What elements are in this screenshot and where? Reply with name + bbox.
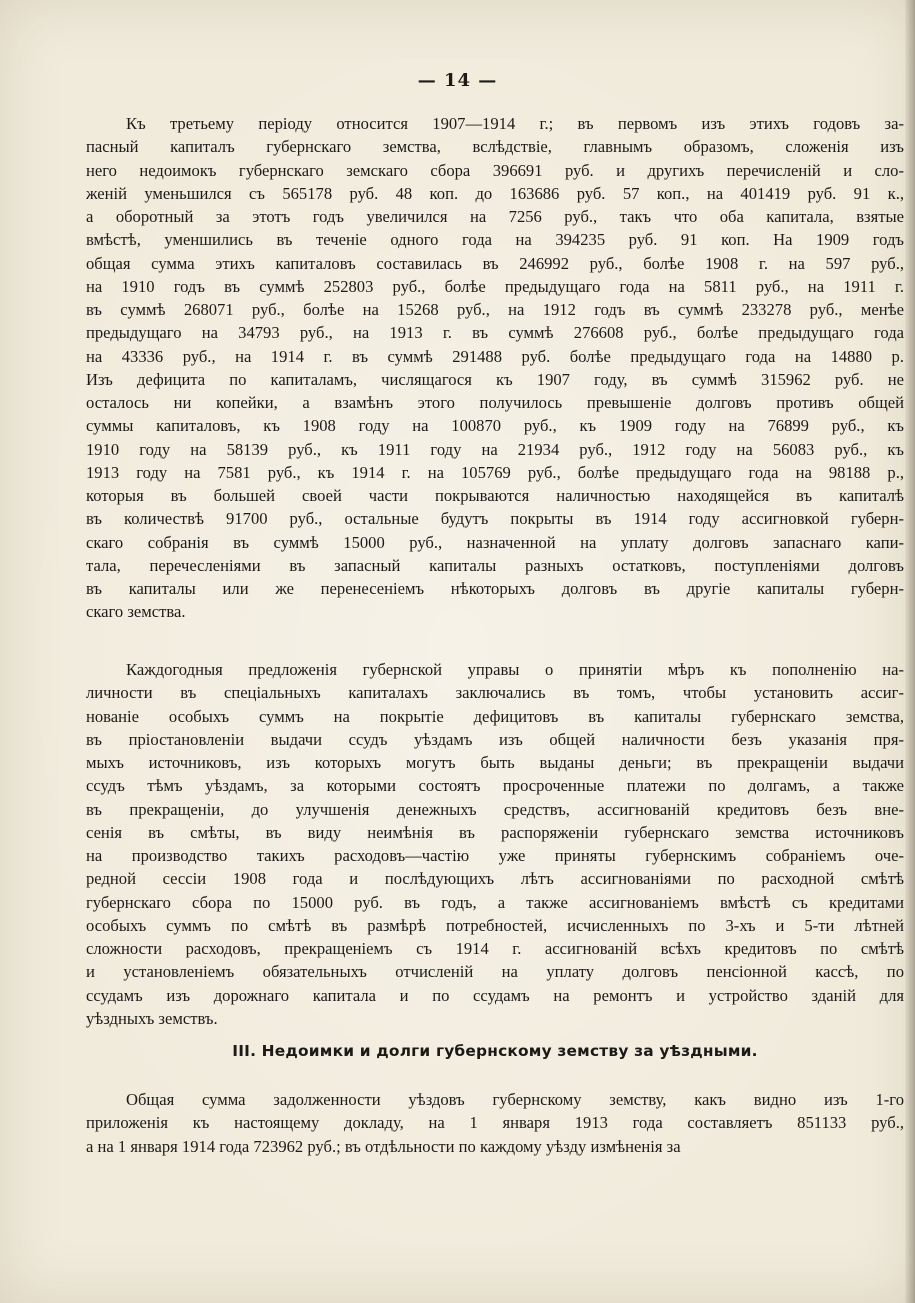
text-line: особыхъ суммъ по смѣтѣ въ размѣрѣ потребностей, исчисленныхъ по 3-хъ и 5-ти лѣтней xyxy=(86,915,904,935)
text-line: а оборотный за этотъ годъ увеличился на 7256 руб., такъ что оба капитала, взятые xyxy=(86,207,904,226)
text-line: сенія въ смѣты, въ виду неимѣнія въ распоряженіи губернскаго земства источниковъ xyxy=(86,822,904,842)
text-line: общая сумма этихъ капиталовъ составилась въ 246992 руб., болѣе 1908 г. на 597 руб., xyxy=(86,253,904,273)
page-number: — 14 — xyxy=(417,70,498,91)
text-line: которыя въ большей своей части покрываются наличностью находящейся въ капиталѣ xyxy=(86,486,904,505)
text-line: Каждогодныя предложенія губернской управы о принятіи мѣръ къ пополненію на- xyxy=(126,660,904,679)
text-line: пасный капиталъ губернскаго земства, вслѣдствіе, главнымъ образомъ, сложенія изъ xyxy=(86,137,904,157)
text-line: на 43336 руб., на 1914 г. въ суммѣ 291488 руб. болѣе предыдущаго года на 14880 р. xyxy=(86,346,904,366)
text-line: вмѣстѣ, уменшились въ теченіе одного года на 394235 руб. 91 коп. На 1909 годъ xyxy=(86,230,904,250)
text-line: а на 1 января 1914 года 723962 руб.; въ отдѣльности по каждому уѣзду измѣненія за xyxy=(86,1136,681,1156)
text-line: него недоимокъ губернскаго земскаго сбора 396691 руб. и другихъ перечисленій и сло- xyxy=(86,160,904,180)
text-line: уѣздныхъ земствъ. xyxy=(86,1008,218,1028)
text-line: мыхъ источниковъ, изъ которыхъ могутъ быть выданы деньги; въ прекращеніи выдачи xyxy=(86,753,904,772)
text-line: въ прекращеніи, до улучшенія денежныхъ средствъ, ассигнованій кредитовъ безъ вне- xyxy=(86,799,904,819)
text-line: въ капиталы или же перенесеніемъ нѣкоторыхъ долговъ въ другіе капиталы губерн- xyxy=(86,579,904,598)
text-line: губернскаго сбора по 15000 руб. въ годъ, а также ассигнованіемъ вмѣстѣ съ кредитами xyxy=(86,892,904,912)
text-line: Общая сумма задолженности уѣздовъ губернскому земству, какъ видно изъ 1-го xyxy=(126,1090,904,1109)
paragraph-district-debts xyxy=(86,1088,904,1158)
page-spine-shadow xyxy=(905,0,915,1303)
paragraph-administration-proposals xyxy=(86,658,904,1030)
text-line: осталось ни копейки, а взамѣнъ этого получилось превышеніе долговъ противъ общей xyxy=(86,393,904,412)
text-line: 1913 году на 7581 руб., къ 1914 г. на 105769 руб., болѣе предыдущаго года на 98188 р., xyxy=(86,462,904,482)
text-line: ссудамъ изъ дорожнаго капитала и по ссудамъ на ремонтъ и устройство зданій для xyxy=(86,985,904,1005)
text-line: ссудъ тѣмъ уѣздамъ, за которыми состоятъ просроченные платежи по долгамъ, а также xyxy=(86,776,904,796)
text-line: приложенія къ настоящему докладу, на 1 января 1913 года составляетъ 851133 руб., xyxy=(86,1113,904,1133)
text-line: и установленіемъ обязательныхъ отчисленій на уплату долговъ пенсіонной кассѣ, по xyxy=(86,962,904,982)
text-line: въ суммѣ 268071 руб., болѣе на 15268 руб., на 1912 годъ въ суммѣ 233278 руб., менѣе xyxy=(86,300,904,319)
section-heading: III. Недоимки и долги губернскому земству за уѣздными. xyxy=(232,1042,758,1060)
text-line: на производство такихъ расходовъ—частію уже приняты губернскимъ собраніемъ оче- xyxy=(86,846,904,865)
text-line: предыдущаго на 34793 руб., на 1913 г. въ суммѣ 276608 руб., болѣе предыдущаго года xyxy=(86,323,904,343)
text-line: скаго земства. xyxy=(86,602,186,622)
paragraph-capital-periods xyxy=(86,112,904,624)
text-line: въ количествѣ 91700 руб., остальные будутъ покрыты въ 1914 году ассигновкой губерн- xyxy=(86,509,904,529)
text-line: Къ третьему періоду относится 1907—1914 г.; въ первомъ изъ этихъ годовъ за- xyxy=(126,114,904,133)
text-line: Изъ дефицита по капиталамъ, числящагося къ 1907 году, въ суммѣ 315962 руб. не xyxy=(86,369,904,389)
text-line: 1910 году на 58139 руб., къ 1911 году на 21934 руб., 1912 году на 56083 руб., къ xyxy=(86,439,904,459)
text-line: личности въ спеціальныхъ капиталахъ заключались въ томъ, чтобы установить ассиг- xyxy=(86,683,904,703)
text-line: суммы капиталовъ, къ 1908 году на 100870 руб., къ 1909 году на 76899 руб., къ xyxy=(86,416,904,436)
text-line: нованіе особыхъ суммъ на покрытіе дефицитовъ въ капиталы губернскаго земства, xyxy=(86,706,904,726)
text-line: скаго собранія въ суммѣ 15000 руб., назначенной на уплату долговъ запаснаго капи- xyxy=(86,532,904,552)
text-line: на 1910 годъ въ суммѣ 252803 руб., болѣе предыдущаго года на 5811 руб., на 1911 г. xyxy=(86,276,904,296)
text-line: тала, перечесленіями въ запасный капиталы разныхъ остатковъ, поступленіями долговъ xyxy=(86,555,904,575)
text-line: сложности расходовъ, прекращеніемъ съ 1914 г. ассигнованій всѣхъ кредитовъ по смѣтѣ xyxy=(86,939,904,958)
text-line: въ пріостановленіи выдачи ссудъ уѣздамъ изъ общей наличности безъ указанія пря- xyxy=(86,729,904,749)
text-line: редной сессіи 1908 года и послѣдующихъ лѣтъ ассигнованіями по расходной смѣтѣ xyxy=(86,869,904,889)
text-line: женій уменьшился съ 565178 руб. 48 коп. до 163686 руб. 57 коп., на 401419 руб. 91 к., xyxy=(86,183,904,203)
